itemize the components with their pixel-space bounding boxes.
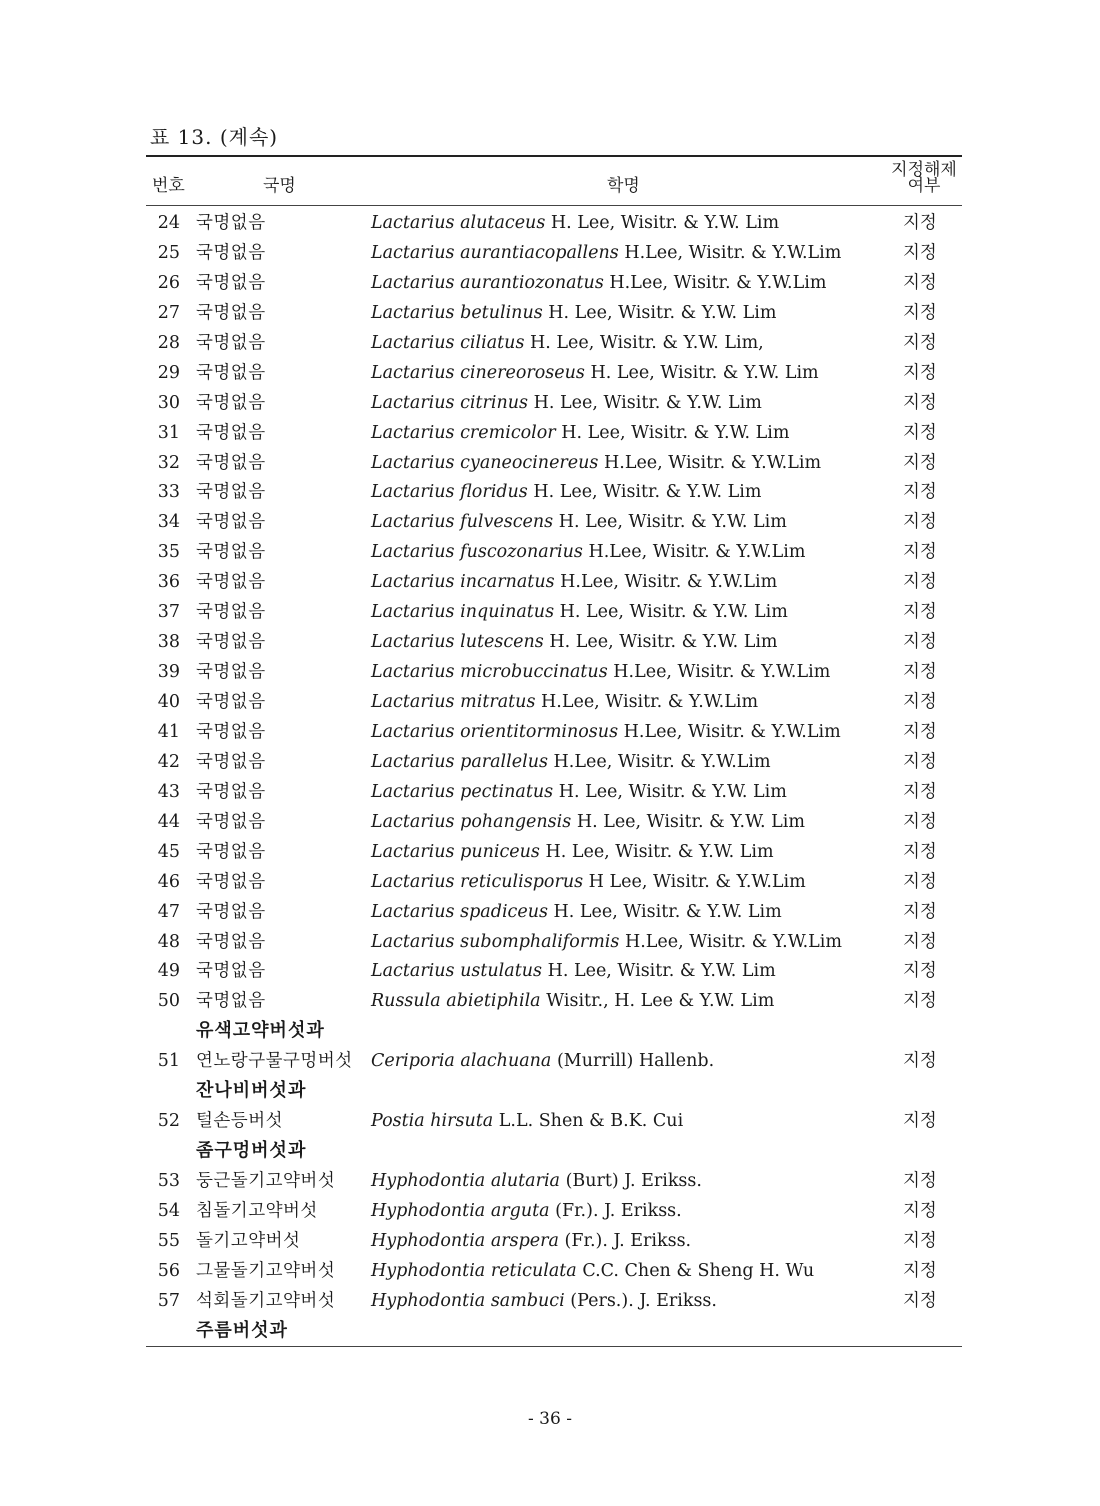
species-epithet: arspera [490, 1230, 559, 1251]
row-number: 45 [157, 841, 180, 862]
species-epithet: pectinatus [460, 781, 554, 802]
author-citation: H. Lee, Wisitr. & Y.W. Lim [545, 841, 774, 862]
genus: Lactarius [371, 692, 455, 712]
row-number: 27 [157, 302, 180, 323]
genus: Lactarius [371, 362, 455, 383]
scientific-name [371, 687, 758, 717]
author-citation: H.Lee, Wisitr. & Y.W.Lim [613, 662, 831, 683]
scientific-name [371, 1286, 717, 1316]
author-citation: H.Lee, Wisitr. & Y.W.Lim [541, 692, 759, 712]
genus: Lactarius [371, 811, 455, 832]
designation-status: 지정 [903, 332, 937, 353]
row-number: 38 [157, 632, 180, 653]
table-row [146, 837, 962, 867]
family-heading [146, 1136, 962, 1166]
row-number: 43 [157, 781, 180, 802]
species-epithet: alutaria [490, 1171, 560, 1191]
genus: Postia [371, 1111, 425, 1132]
korean-name: 국명없음 [196, 811, 266, 832]
designation-status: 지정 [903, 392, 937, 413]
korean-name: 돌기고약버섯 [196, 1230, 301, 1251]
designation-status: 지정 [903, 901, 937, 922]
table-row [146, 507, 962, 537]
species-epithet: ciliatus [460, 332, 525, 353]
author-citation: (Fr.). J. Erikss. [555, 1200, 682, 1221]
genus: Lactarius [371, 841, 455, 862]
designation-status: 지정 [903, 1260, 937, 1281]
table-bottom-rule [146, 1346, 962, 1347]
author-citation: C.C. Chen & Sheng H. Wu [582, 1260, 815, 1281]
table-row [146, 448, 962, 478]
row-number: 31 [157, 422, 180, 443]
korean-name: 국명없음 [196, 362, 266, 383]
genus: Lactarius [371, 242, 455, 263]
scientific-name [371, 956, 776, 986]
author-citation: H Lee, Wisitr. & Y.W.Lim [588, 871, 806, 892]
species-epithet: cinereoroseus [460, 362, 585, 383]
header-scientific-name: 학명 [607, 176, 640, 196]
korean-name: 국명없음 [196, 961, 266, 982]
species-epithet: parallelus [460, 751, 548, 772]
row-number: 55 [157, 1230, 180, 1251]
author-citation: H. Lee, Wisitr. & Y.W. Lim [553, 901, 782, 922]
designation-status: 지정 [903, 632, 937, 653]
row-number: 49 [157, 961, 180, 982]
table-row [146, 328, 962, 358]
korean-name: 국명없음 [196, 213, 266, 233]
scientific-name [371, 807, 805, 837]
species-epithet: microbuccinatus [460, 662, 608, 683]
species-epithet: citrinus [460, 392, 529, 413]
table-row [146, 208, 962, 238]
author-citation: H. Lee, Wisitr. & Y.W. Lim [549, 632, 778, 653]
designation-status: 지정 [903, 721, 937, 742]
table-row [146, 597, 962, 627]
designation-status: 지정 [903, 1200, 937, 1221]
author-citation: H.Lee, Wisitr. & Y.W.Lim [623, 721, 841, 742]
row-number: 51 [157, 1051, 180, 1072]
scientific-name [371, 448, 821, 478]
species-epithet: reticulisporus [460, 871, 584, 892]
korean-name: 털손등버섯 [196, 1111, 284, 1132]
genus: Lactarius [371, 512, 455, 533]
author-citation: H. Lee, Wisitr. & Y.W. Lim [558, 781, 787, 802]
designation-status: 지정 [903, 781, 937, 802]
family-name: 잔나비버섯과 [196, 1080, 307, 1102]
header-designation [886, 162, 962, 194]
author-citation: H. Lee, Wisitr. & Y.W. Lim [559, 602, 788, 623]
row-number: 57 [157, 1290, 180, 1311]
designation-status: 지정 [903, 1111, 937, 1132]
row-number: 47 [157, 901, 180, 922]
species-epithet: inquinatus [460, 602, 555, 623]
korean-name: 침돌기고약버섯 [196, 1200, 318, 1221]
species-epithet: fulvescens [460, 512, 554, 533]
author-citation: (Fr.). J. Erikss. [564, 1230, 692, 1251]
korean-name: 국명없음 [196, 242, 266, 263]
korean-name: 국명없음 [196, 841, 266, 862]
scientific-name [371, 537, 806, 567]
genus: Lactarius [371, 931, 455, 952]
korean-name: 국명없음 [196, 332, 266, 353]
table-row [146, 418, 962, 448]
page-number: - 36 - [528, 1409, 572, 1429]
scientific-name [371, 567, 777, 597]
table-body [146, 206, 962, 1346]
row-number: 29 [157, 362, 180, 383]
table-row [146, 807, 962, 837]
table-row [146, 897, 962, 927]
designation-status: 지정 [903, 1290, 937, 1311]
row-number: 42 [157, 751, 180, 772]
table-row [146, 1226, 962, 1256]
genus: Lactarius [371, 572, 455, 593]
row-number: 41 [157, 721, 180, 742]
table-row [146, 956, 962, 986]
korean-name: 국명없음 [196, 392, 266, 413]
genus: Lactarius [371, 213, 455, 233]
genus: Lactarius [371, 751, 455, 772]
table-row [146, 627, 962, 657]
scientific-name [371, 717, 841, 747]
row-number: 32 [157, 452, 180, 473]
scientific-name [371, 1256, 814, 1286]
row-number: 26 [157, 272, 180, 293]
scientific-name [371, 208, 779, 238]
scientific-name [371, 268, 826, 298]
genus: Lactarius [371, 901, 455, 922]
author-citation: H. Lee, Wisitr. & Y.W. Lim [550, 213, 780, 233]
species-epithet: alachuana [460, 1051, 552, 1072]
family-heading [146, 1076, 962, 1106]
genus: Lactarius [371, 781, 455, 802]
table-row [146, 687, 962, 717]
korean-name: 국명없음 [196, 721, 266, 742]
genus: Lactarius [371, 272, 455, 293]
row-number: 52 [157, 1111, 180, 1132]
genus: Lactarius [371, 602, 455, 623]
species-epithet: fuscozonarius [460, 542, 583, 563]
family-heading [146, 1016, 962, 1046]
scientific-name [371, 867, 806, 897]
author-citation: H.Lee, Wisitr. & Y.W.Lim [609, 272, 827, 293]
designation-status: 지정 [903, 662, 937, 683]
species-epithet: floridus [460, 482, 528, 503]
table-row [146, 1046, 962, 1076]
scientific-name [371, 657, 830, 687]
designation-status: 지정 [903, 302, 937, 323]
row-number: 25 [157, 242, 180, 263]
species-epithet: cyaneocinereus [460, 452, 599, 473]
korean-name: 국명없음 [196, 452, 266, 473]
table-row [146, 777, 962, 807]
genus: Lactarius [371, 542, 455, 563]
designation-status: 지정 [903, 841, 937, 862]
species-epithet: subomphaliformis [460, 931, 620, 952]
author-citation: H.Lee, Wisitr. & Y.W.Lim [588, 542, 806, 563]
author-citation: H.Lee, Wisitr. & Y.W.Lim [560, 572, 778, 593]
header-designation-line2: 여부 [907, 176, 941, 196]
species-epithet: alutaceus [460, 213, 546, 233]
scientific-name [371, 1046, 714, 1076]
designation-status: 지정 [903, 542, 937, 563]
table-header [146, 157, 962, 205]
korean-name: 국명없음 [196, 901, 266, 922]
scientific-name [371, 897, 782, 927]
designation-status: 지정 [903, 452, 937, 473]
scientific-name [371, 388, 762, 418]
author-citation: L.L. Shen & B.K. Cui [498, 1111, 684, 1132]
korean-name: 국명없음 [196, 482, 266, 503]
table-caption: 표 13. (계속) [150, 125, 279, 149]
species-epithet: spadiceus [460, 901, 548, 922]
author-citation: (Burt) J. Erikss. [565, 1171, 702, 1191]
row-number: 24 [157, 213, 180, 233]
designation-status: 지정 [903, 692, 937, 712]
korean-name: 국명없음 [196, 572, 266, 593]
korean-name: 그물돌기고약버섯 [196, 1260, 336, 1281]
korean-name: 국명없음 [196, 871, 266, 892]
designation-status: 지정 [903, 512, 937, 533]
row-number: 36 [157, 572, 180, 593]
genus: Hyphodontia [371, 1200, 486, 1221]
family-name: 좀구멍버섯과 [196, 1140, 307, 1162]
table-row [146, 1106, 962, 1136]
designation-status: 지정 [903, 1230, 937, 1251]
designation-status: 지정 [903, 961, 937, 982]
author-citation: H. Lee, Wisitr. & Y.W. Lim [533, 482, 762, 503]
genus: Lactarius [371, 422, 455, 443]
scientific-name [371, 238, 841, 268]
author-citation: H. Lee, Wisitr. & Y.W. Lim [548, 302, 777, 323]
designation-status: 지정 [903, 991, 937, 1012]
scientific-name [371, 597, 788, 627]
genus: Lactarius [371, 961, 455, 982]
species-epithet: aurantiozonatus [460, 272, 604, 293]
species-table [146, 155, 962, 1347]
author-citation: H. Lee, Wisitr. & Y.W. Lim, [530, 332, 764, 353]
species-epithet: lutescens [460, 632, 544, 653]
genus: Russula [371, 991, 441, 1012]
species-epithet: sambuci [490, 1290, 565, 1311]
genus: Hyphodontia [371, 1290, 486, 1311]
family-heading [146, 1316, 962, 1346]
korean-name: 국명없음 [196, 781, 266, 802]
designation-status: 지정 [903, 242, 937, 263]
korean-name: 국명없음 [196, 662, 266, 683]
korean-name: 국명없음 [196, 991, 266, 1012]
row-number: 40 [157, 692, 180, 712]
designation-status: 지정 [903, 811, 937, 832]
designation-status: 지정 [903, 871, 937, 892]
scientific-name [371, 747, 771, 777]
korean-name: 석회돌기고약버섯 [196, 1290, 336, 1311]
species-epithet: abietiphila [446, 991, 541, 1012]
row-number: 53 [157, 1171, 180, 1191]
korean-name: 국명없음 [196, 931, 266, 952]
species-epithet: puniceus [460, 841, 540, 862]
table-row [146, 1256, 962, 1286]
scientific-name [371, 1226, 691, 1256]
table-row [146, 238, 962, 268]
table-row [146, 927, 962, 957]
table-row [146, 268, 962, 298]
designation-status: 지정 [903, 1051, 937, 1072]
genus: Lactarius [371, 302, 455, 323]
scientific-name [371, 418, 789, 448]
scientific-name [371, 986, 774, 1016]
author-citation: Wisitr., H. Lee & Y.W. Lim [546, 991, 775, 1012]
genus: Lactarius [371, 392, 455, 413]
table-row [146, 1166, 962, 1196]
table-row [146, 1286, 962, 1316]
table-row [146, 477, 962, 507]
author-citation: H.Lee, Wisitr. & Y.W.Lim [624, 931, 842, 952]
korean-name: 국명없음 [196, 422, 266, 443]
table-row [146, 358, 962, 388]
row-number: 54 [157, 1200, 180, 1221]
designation-status: 지정 [903, 362, 937, 383]
species-epithet: betulinus [460, 302, 543, 323]
author-citation: H. Lee, Wisitr. & Y.W. Lim [558, 512, 787, 533]
author-citation: H. Lee, Wisitr. & Y.W. Lim [576, 811, 805, 832]
row-number: 50 [157, 991, 180, 1012]
korean-name: 국명없음 [196, 542, 266, 563]
korean-name: 국명없음 [196, 512, 266, 533]
table-row [146, 747, 962, 777]
author-citation: H. Lee, Wisitr. & Y.W. Lim [590, 362, 819, 383]
genus: Lactarius [371, 332, 455, 353]
designation-status: 지정 [903, 751, 937, 772]
genus: Lactarius [371, 482, 455, 503]
scientific-name [371, 927, 842, 957]
designation-status: 지정 [903, 213, 937, 233]
designation-status: 지정 [903, 1171, 937, 1191]
row-number: 56 [157, 1260, 180, 1281]
scientific-name [371, 507, 787, 537]
genus: Ceriporia [371, 1051, 455, 1072]
author-citation: H. Lee, Wisitr. & Y.W. Lim [533, 392, 762, 413]
species-epithet: hirsuta [430, 1111, 494, 1132]
scientific-name [371, 777, 787, 807]
header-number: 번호 [152, 176, 185, 196]
species-epithet: reticulata [490, 1260, 577, 1281]
korean-name: 둥근돌기고약버섯 [196, 1171, 336, 1191]
row-number: 35 [157, 542, 180, 563]
genus: Lactarius [371, 721, 455, 742]
scientific-name [371, 627, 778, 657]
author-citation: H.Lee, Wisitr. & Y.W.Lim [553, 751, 771, 772]
species-epithet: incarnatus [460, 572, 555, 593]
scientific-name [371, 1106, 683, 1136]
species-epithet: pohangensis [460, 811, 572, 832]
species-epithet: ustulatus [460, 961, 542, 982]
genus: Lactarius [371, 452, 455, 473]
genus: Hyphodontia [371, 1260, 486, 1281]
author-citation: (Murrill) Hallenb. [556, 1051, 715, 1072]
table-row [146, 867, 962, 897]
genus: Lactarius [371, 632, 455, 653]
genus: Hyphodontia [371, 1171, 486, 1191]
species-epithet: cremicolor [460, 422, 556, 443]
species-epithet: arguta [490, 1200, 550, 1221]
row-number: 30 [157, 392, 180, 413]
korean-name: 국명없음 [196, 751, 266, 772]
species-epithet: aurantiacopallens [460, 242, 619, 263]
korean-name: 연노랑구물구멍버섯 [196, 1051, 353, 1072]
korean-name: 국명없음 [196, 692, 266, 712]
row-number: 39 [157, 662, 180, 683]
designation-status: 지정 [903, 572, 937, 593]
row-number: 33 [157, 482, 180, 503]
korean-name: 국명없음 [196, 272, 266, 293]
row-number: 46 [157, 871, 180, 892]
author-citation: H. Lee, Wisitr. & Y.W. Lim [547, 961, 776, 982]
author-citation: H.Lee, Wisitr. & Y.W.Lim [624, 242, 842, 263]
species-epithet: mitratus [460, 692, 536, 712]
genus: Hyphodontia [371, 1230, 486, 1251]
scientific-name [371, 298, 776, 328]
korean-name: 국명없음 [196, 602, 266, 623]
table-row [146, 1196, 962, 1226]
row-number: 44 [157, 811, 180, 832]
scientific-name [371, 1196, 682, 1226]
table-row [146, 298, 962, 328]
table-row [146, 388, 962, 418]
designation-status: 지정 [903, 272, 937, 293]
table-row [146, 537, 962, 567]
header-designation-line1: 지정해제 [891, 160, 957, 180]
header-korean-name: 국명 [263, 176, 296, 196]
row-number: 37 [157, 602, 180, 623]
row-number: 34 [157, 512, 180, 533]
genus: Lactarius [371, 662, 455, 683]
family-name: 주름버섯과 [196, 1319, 288, 1341]
genus: Lactarius [371, 871, 455, 892]
designation-status: 지정 [903, 482, 937, 503]
table-row [146, 567, 962, 597]
designation-status: 지정 [903, 931, 937, 952]
designation-status: 지정 [903, 422, 937, 443]
table-row [146, 986, 962, 1016]
scientific-name [371, 328, 764, 358]
family-name: 유색고약버섯과 [196, 1020, 325, 1042]
scientific-name [371, 837, 774, 867]
designation-status: 지정 [903, 602, 937, 623]
table-row [146, 717, 962, 747]
scientific-name [371, 1166, 702, 1196]
scientific-name [371, 358, 819, 388]
row-number: 48 [157, 931, 180, 952]
korean-name: 국명없음 [196, 632, 266, 653]
table-row [146, 657, 962, 687]
species-epithet: orientitorminosus [460, 721, 619, 742]
author-citation: H.Lee, Wisitr. & Y.W.Lim [604, 452, 822, 473]
korean-name: 국명없음 [196, 302, 266, 323]
author-citation: (Pers.). J. Erikss. [570, 1290, 717, 1311]
row-number: 28 [157, 332, 180, 353]
scientific-name [371, 477, 762, 507]
author-citation: H. Lee, Wisitr. & Y.W. Lim [561, 422, 790, 443]
